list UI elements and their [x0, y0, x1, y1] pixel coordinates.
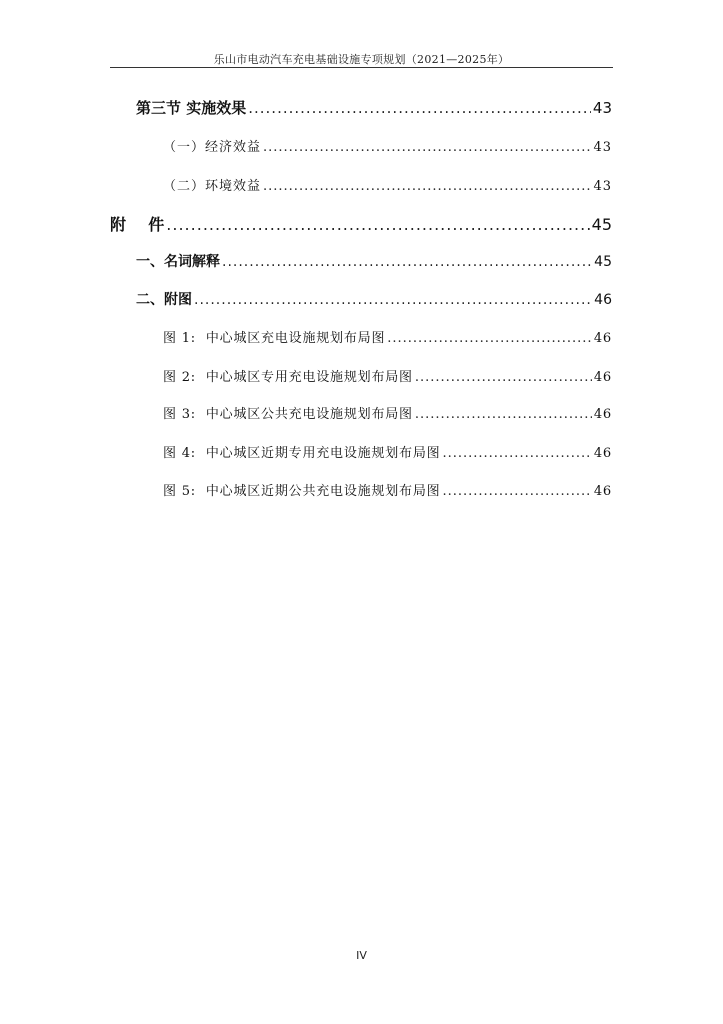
toc-dot-leader: [442, 484, 591, 499]
toc-entry-label: 图 1: 中心城区充电设施规划布局图: [163, 331, 386, 346]
toc-dot-leader: [263, 179, 591, 194]
toc-dot-leader: [415, 370, 592, 385]
toc-entry-label: （二）环境效益: [163, 179, 262, 194]
toc-entry-page: 46: [593, 446, 612, 461]
toc-entry-label: 图 5: 中心城区近期公共充电设施规划布局图: [163, 484, 441, 499]
header-rule: [110, 67, 613, 68]
toc-entry-figure-5[interactable]: [163, 480, 612, 499]
toc-entry-page: 46: [593, 484, 612, 499]
toc-entry-figure-4[interactable]: [163, 442, 612, 461]
page-number: IV: [356, 949, 367, 962]
toc-dot-leader: [442, 446, 591, 461]
toc-entry-page: 46: [593, 331, 612, 346]
toc-entry-page: 46: [594, 292, 612, 308]
toc-entry-label: 图 4: 中心城区近期专用充电设施规划布局图: [163, 446, 441, 461]
toc-entry-figure-1[interactable]: [163, 327, 612, 346]
toc-entry-label: 图 2: 中心城区专用充电设施规划布局图: [163, 370, 413, 385]
toc-entry-environmental-benefit[interactable]: [163, 175, 612, 194]
toc-entry-attached-figures[interactable]: [136, 289, 612, 309]
toc-dot-leader: [194, 292, 592, 308]
toc-entry-label: 第三节 实施效果: [136, 99, 247, 117]
toc-entry-page: 43: [593, 179, 612, 194]
toc-entry-economic-benefit[interactable]: [163, 136, 612, 155]
toc-dot-leader: [166, 215, 589, 234]
toc-entry-label: （一）经济效益: [163, 140, 262, 155]
toc-entry-section-3[interactable]: [136, 97, 612, 118]
toc-entry-label: 附 件: [110, 215, 165, 234]
toc-entry-page: 45: [591, 215, 612, 234]
toc-entry-figure-2[interactable]: [163, 366, 612, 385]
running-header-title: 乐山市电动汽车充电基础设施专项规划（2021—2025年）: [213, 53, 510, 66]
toc-entry-appendix[interactable]: [110, 212, 612, 235]
toc-entry-figure-3[interactable]: [163, 403, 612, 422]
toc-entry-label: 一、名词解释: [136, 254, 220, 270]
toc-entry-label: 二、附图: [136, 292, 192, 308]
toc-entry-page: 46: [593, 370, 612, 385]
toc-dot-leader: [387, 331, 592, 346]
toc-dot-leader: [415, 407, 592, 422]
toc-entry-page: 43: [592, 99, 612, 117]
toc-dot-leader: [222, 254, 592, 270]
toc-entry-page: 43: [593, 140, 612, 155]
toc-dot-leader: [263, 140, 591, 155]
toc-entry-label: 图 3: 中心城区公共充电设施规划布局图: [163, 407, 413, 422]
toc-dot-leader: [248, 99, 591, 117]
toc-entry-page: 45: [594, 254, 612, 270]
toc-entry-page: 46: [593, 407, 612, 422]
toc-entry-glossary[interactable]: [136, 251, 612, 271]
